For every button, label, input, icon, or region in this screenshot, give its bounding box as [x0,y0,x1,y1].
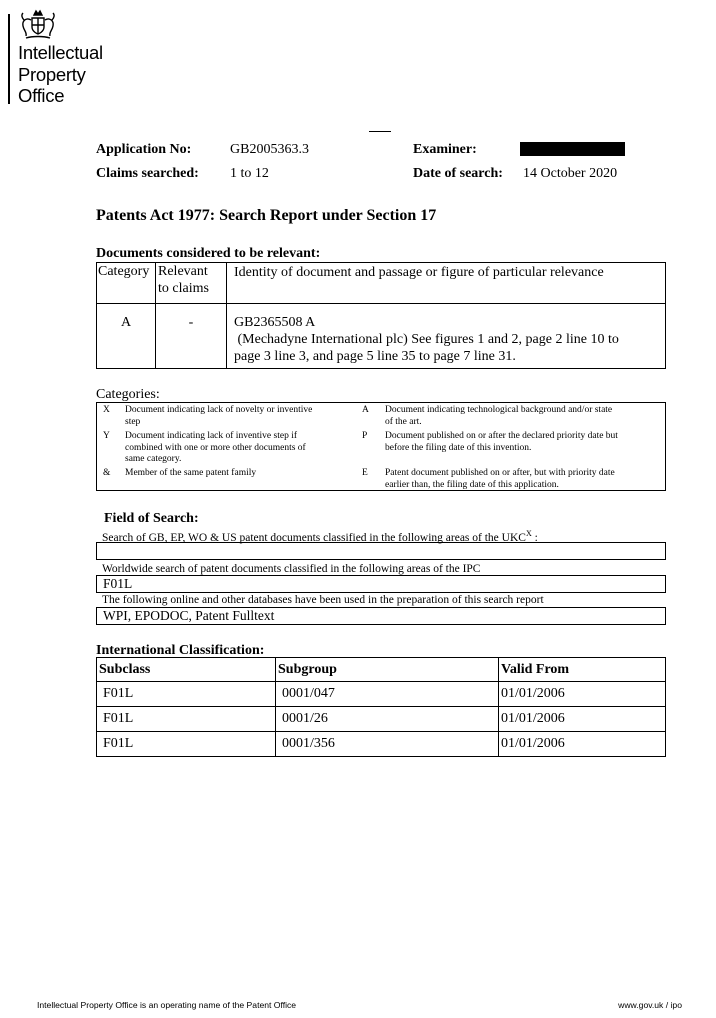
classification-heading: International Classification: [96,643,265,658]
classification-table [96,657,666,757]
header-subgroup: Subgroup [276,658,499,682]
databases-value-box: WPI, EPODOC, Patent Fulltext [96,607,666,625]
documents-heading: Documents considered to be relevant: [96,246,321,261]
table-header-row [97,658,666,682]
table-header-row [97,263,666,304]
cell-subgroup: 0001/047 [276,682,499,707]
header-category: Category [97,263,156,304]
cell-valid-from: 01/01/2006 [499,682,666,707]
app-no-label: Application No: [96,142,192,157]
divider [369,131,391,132]
doc-claims: - [156,304,227,369]
doc-detail: (Mechadyne International plc) See figures 1 and 2, page 2 line 10 to [234,332,619,347]
category-desc: Document indicating technological background and/or state of the art. [385,405,613,427]
logo-line: Office [18,85,65,106]
app-no-value: GB2005363.3 [230,142,309,157]
field-of-search-title: Field of Search: [104,511,199,526]
doc-identity [227,304,666,369]
redacted-examiner-name [520,142,625,156]
databases-text: The following online and other databases have been used in the preparation of this search report [102,594,544,606]
logo-rule [8,14,10,104]
category-desc: Document indicating lack of novelty or inventive step [125,405,313,427]
ipc-value-box: F01L [96,575,666,593]
table-row [97,732,666,757]
categories-box [96,402,666,491]
cell-subgroup: 0001/26 [276,707,499,732]
category-code: X [103,405,110,415]
claims-searched-value: 1 to 12 [230,166,269,181]
cell-valid-from: 01/01/2006 [499,707,666,732]
doc-number: GB2365508 A [234,315,316,330]
header-valid-from: Valid From [499,658,666,682]
ukc-search-text: Search of GB, EP, WO & US patent documents classified in the following areas of the $UKC^X$ : [102,529,538,544]
category-code: & [103,468,111,478]
header-identity: Identity of document and passage or figure of particular relevance [227,263,666,304]
doc-category: A [97,304,156,369]
table-row [97,304,666,369]
cell-subgroup: 0001/356 [276,732,499,757]
ipc-search-text: Worldwide search of patent documents classified in the following areas of the IPC [102,563,481,575]
date-of-search-label: Date of search: [413,166,503,181]
ipo-logo-text [18,42,103,107]
claims-searched-label: Claims searched: [96,166,199,181]
category-code: Y [103,431,110,441]
header-relevant: Relevant to claims [156,263,227,304]
date-of-search-value: 14 October 2020 [523,166,618,181]
category-code: E [362,468,368,478]
category-code: A [362,405,369,415]
examiner-label: Examiner: [413,142,477,157]
doc-detail: page 3 line 3, and page 5 line 35 to page 7 line 31. [234,349,516,364]
ukc-value-box [96,542,666,560]
footer-url: www.gov.uk / ipo [618,1000,682,1010]
cell-subclass: F01L [97,707,276,732]
documents-table [96,262,666,369]
categories-label: Categories: [96,387,160,402]
category-code: P [362,431,368,441]
category-desc: Document published on or after the declared priority date but before the filing date of this invention. [385,431,618,453]
cell-valid-from: 01/01/2006 [499,732,666,757]
logo-line: Property [18,63,86,85]
table-row [97,707,666,732]
report-title: Patents Act 1977: Search Report under Section 17 [96,207,437,224]
category-desc: Member of the same patent family [125,468,257,478]
header-subclass: Subclass [97,658,276,682]
category-desc: Document indicating lack of inventive step if combined with one or more other documents of same category. [125,431,306,464]
footer-note: Intellectual Property Office is an operating name of the Patent Office [37,1000,297,1010]
table-row [97,682,666,707]
category-desc: Patent document published on or after, but with priority date earlier than, the filing date of this application. [385,468,615,490]
logo-line: Intellectual [18,42,103,63]
royal-coat-of-arms-icon [18,8,58,42]
cell-subclass: F01L [97,682,276,707]
cell-subclass: F01L [97,732,276,757]
